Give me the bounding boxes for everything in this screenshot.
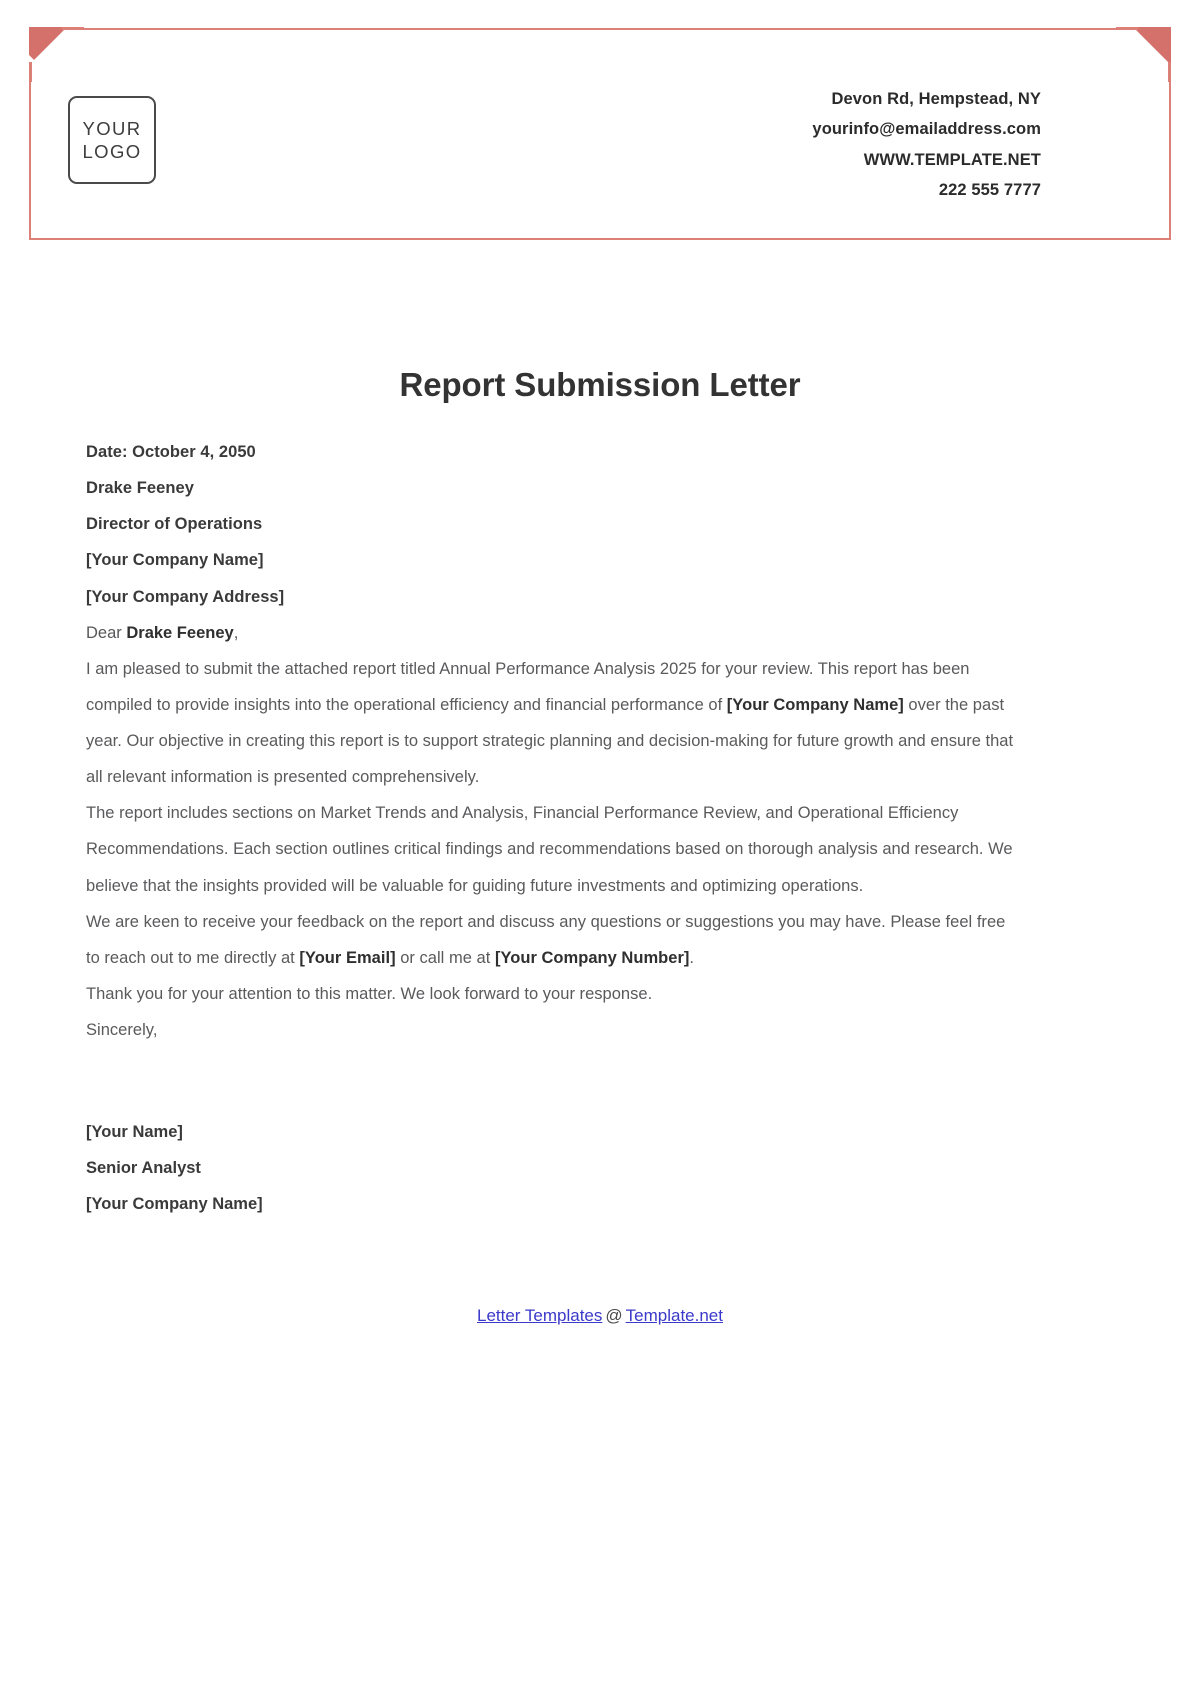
signature-block — [86, 1114, 1014, 1222]
paragraph-text-run: . — [689, 948, 695, 967]
header-contact-block — [521, 84, 1041, 205]
signature-spacer — [86, 1048, 1014, 1114]
header-corner-stub-right-vertical — [1168, 62, 1171, 82]
contact-phone: 222 555 7777 — [938, 181, 1041, 200]
paragraph-p4 — [86, 976, 1014, 1012]
paragraph-p2 — [86, 795, 1014, 903]
footer-credit — [0, 1306, 1200, 1326]
paragraph-bold-run: [Your Company Name] — [726, 695, 904, 714]
contact-address: Devon Rd, Hempstead, NY — [831, 90, 1041, 108]
recipient-address: [Your Company Address] — [86, 587, 285, 606]
page-title: Report Submission Letter — [399, 366, 801, 403]
salutation-name: Drake Feeney — [126, 623, 234, 642]
signer-title: Senior Analyst — [86, 1159, 201, 1178]
paragraph-text-run: We are keen to receive your feedback on the report and discuss any questions or suggestions you may have. Please feel free to reach out to me directly at — [86, 912, 1006, 967]
header-corner-stub-left-horizontal — [62, 27, 84, 30]
letter-date: Date: October 4, 2050 — [86, 443, 256, 461]
signer-name: [Your Name] — [86, 1123, 183, 1142]
paragraph-text-run: The report includes sections on Market Trends and Analysis, Financial Performance Review, and Operational Efficiency Recommendations. Each section outlines critical findings and recommendations based on thorough analysis and research. We believe that the insights provided will be valuable for guiding future investments and optimizing operations. — [86, 804, 1013, 895]
salutation-prefix: Dear — [86, 623, 127, 642]
paragraph-bold-run: [Your Email] — [299, 948, 396, 967]
contact-email: yourinfo@emailaddress.com — [812, 120, 1041, 139]
recipient-name: Drake Feeney — [86, 479, 194, 498]
paragraph-bold-run: [Your Company Number] — [494, 948, 690, 967]
logo-line-1: YOUR — [82, 118, 142, 140]
paragraph-text-run: over the past year. Our objective in creating this report is to support strategic planning and decision-making for future growth and ensure that all relevant information is presented comprehensively. — [86, 695, 1014, 787]
salutation-suffix: , — [233, 623, 239, 642]
paragraph-text-run: Sincerely, — [86, 1021, 158, 1039]
footer-link-template-net[interactable]: Template.net — [625, 1306, 723, 1325]
logo-line-2: LOGO — [82, 140, 142, 162]
letter-meta-block — [86, 434, 1014, 615]
contact-website: WWW.TEMPLATE.NET — [863, 150, 1041, 169]
footer-link-letter-templates[interactable]: Letter Templates — [477, 1306, 603, 1325]
letter-paragraphs — [86, 651, 1014, 1048]
recipient-company: [Your Company Name] — [86, 551, 264, 570]
paragraph-p3 — [86, 904, 1014, 976]
header-corner-stub-right-horizontal — [1116, 27, 1138, 30]
header-corner-triangle-top-left — [29, 27, 67, 65]
paragraph-text-run: or call me at — [395, 948, 495, 967]
header-corner-triangle-top-right — [1133, 27, 1171, 65]
logo-placeholder — [68, 96, 156, 184]
salutation-line — [86, 615, 1014, 651]
paragraph-p5 — [86, 1012, 1014, 1048]
signer-company: [Your Company Name] — [86, 1195, 263, 1214]
header-corner-stub-left-vertical — [29, 62, 32, 82]
paragraph-text-run: Thank you for your attention to this matter. We look forward to your response. — [86, 984, 653, 1003]
footer-separator: @ — [605, 1306, 623, 1325]
paragraph-p1 — [86, 651, 1014, 796]
recipient-title: Director of Operations — [86, 515, 263, 534]
paragraph-text-run: I am pleased to submit the attached report titled Annual Performance Analysis 2025 for your review. This report has been compiled to provide insights into the operational efficiency and financial performance of — [86, 659, 970, 714]
letter-body — [86, 434, 1014, 1223]
